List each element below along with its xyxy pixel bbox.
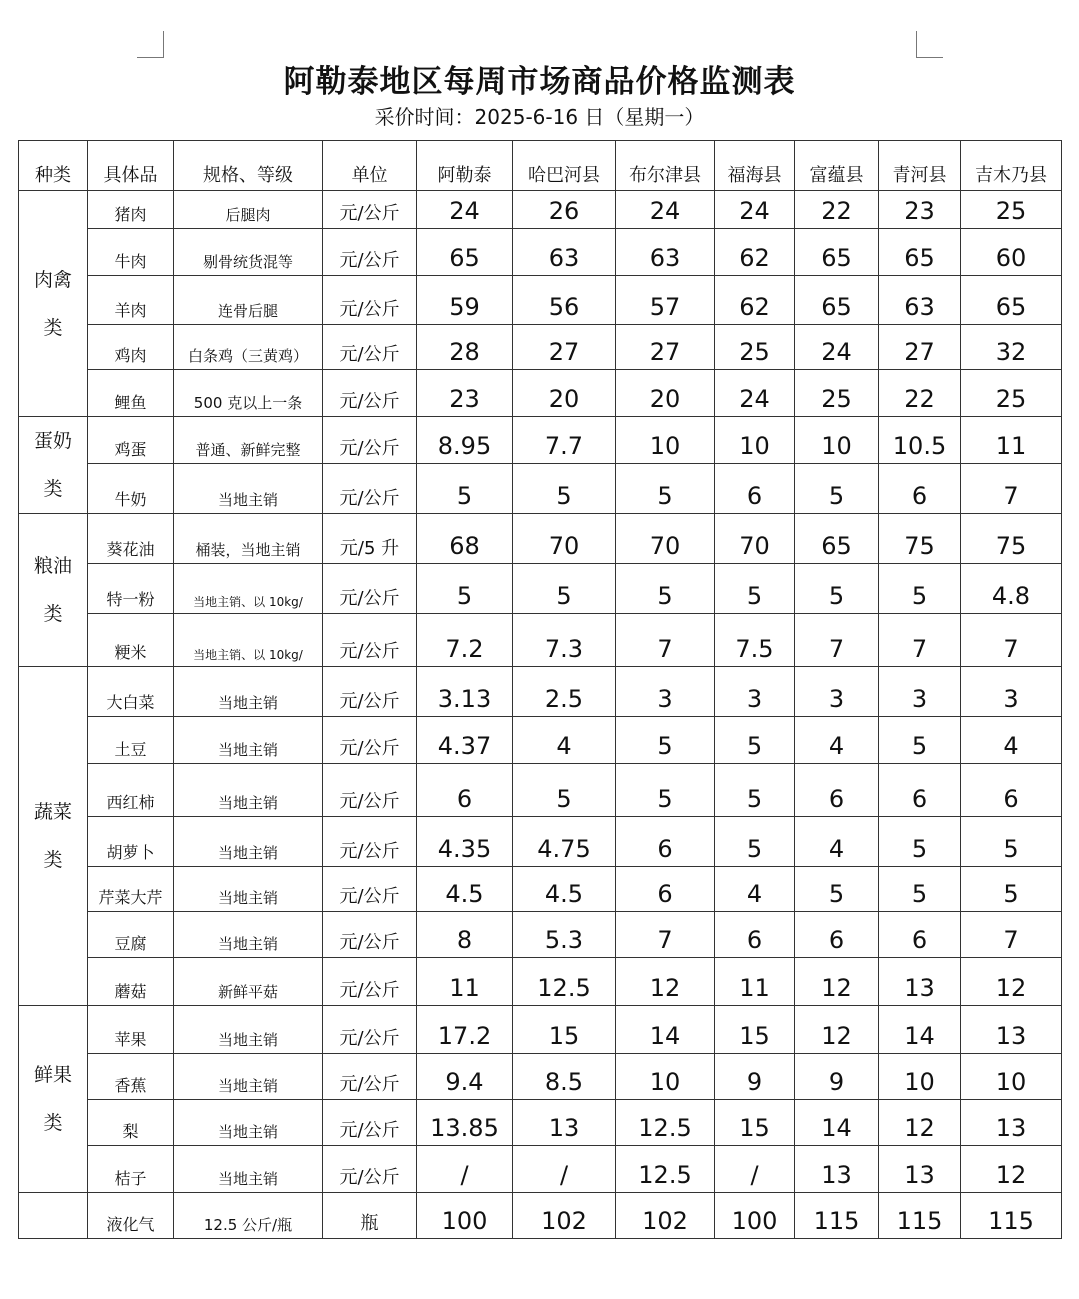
price-cell: 23	[879, 191, 961, 229]
price-cell: 3	[879, 667, 961, 717]
price-cell: 7	[961, 912, 1062, 958]
header-cell: 种类	[19, 141, 88, 191]
page-corner-mark-left	[137, 31, 164, 58]
price-cell: 75	[961, 514, 1062, 564]
header-cell: 哈巴河县	[513, 141, 616, 191]
unit-cell: 元/公斤	[323, 229, 417, 276]
spec-cell: 当地主销、以 10kg/	[174, 564, 323, 614]
spec-cell: 当地主销	[174, 817, 323, 867]
price-cell: 6	[879, 463, 961, 513]
price-cell: 3	[795, 667, 879, 717]
spec-cell: 当地主销	[174, 667, 323, 717]
price-cell: 14	[795, 1100, 879, 1146]
price-cell: 5	[879, 817, 961, 867]
item-name-cell: 西红柿	[88, 764, 174, 817]
price-cell: 12	[795, 958, 879, 1006]
price-cell: 14	[616, 1006, 715, 1054]
price-cell: 6	[715, 912, 795, 958]
table-row	[19, 614, 1062, 667]
price-cell: 7.2	[417, 614, 513, 667]
header-cell: 具体品	[88, 141, 174, 191]
price-cell: 15	[513, 1006, 616, 1054]
price-cell: 6	[616, 817, 715, 867]
unit-cell: 瓶	[323, 1193, 417, 1239]
price-cell: 27	[879, 325, 961, 370]
price-cell: 12	[616, 958, 715, 1006]
price-cell: 5	[616, 463, 715, 513]
price-cell: 5	[513, 764, 616, 817]
price-cell: 9.4	[417, 1054, 513, 1100]
category-cell: 肉禽 类	[19, 191, 88, 417]
table-body	[19, 191, 1062, 1239]
unit-cell: 元/公斤	[323, 1100, 417, 1146]
price-cell: 8.95	[417, 417, 513, 464]
price-cell: 70	[715, 514, 795, 564]
unit-cell: 元/公斤	[323, 370, 417, 417]
price-cell: 24	[795, 325, 879, 370]
table-row	[19, 958, 1062, 1006]
unit-cell: 元/公斤	[323, 417, 417, 464]
item-name-cell: 桔子	[88, 1146, 174, 1193]
price-cell: 11	[961, 417, 1062, 464]
price-cell: /	[715, 1146, 795, 1193]
table-row	[19, 667, 1062, 717]
spec-cell: 普通、新鲜完整	[174, 417, 323, 464]
table-row	[19, 370, 1062, 417]
price-cell: 7.7	[513, 417, 616, 464]
price-cell: 24	[715, 191, 795, 229]
price-cell: 102	[616, 1193, 715, 1239]
unit-cell: 元/公斤	[323, 1146, 417, 1193]
price-cell: 62	[715, 276, 795, 325]
price-cell: 11	[715, 958, 795, 1006]
price-cell: 8	[417, 912, 513, 958]
price-cell: 6	[616, 867, 715, 912]
price-cell: 5	[715, 717, 795, 764]
unit-cell: 元/公斤	[323, 958, 417, 1006]
price-cell: 13.85	[417, 1100, 513, 1146]
spec-cell: 当地主销	[174, 1054, 323, 1100]
header-cell: 布尔津县	[616, 141, 715, 191]
price-cell: 15	[715, 1006, 795, 1054]
table-row	[19, 514, 1062, 564]
spec-cell: 当地主销	[174, 1006, 323, 1054]
price-cell: 5	[879, 867, 961, 912]
table-row	[19, 1006, 1062, 1054]
price-cell: 4.5	[513, 867, 616, 912]
item-name-cell: 香蕉	[88, 1054, 174, 1100]
spec-cell: 当地主销、以 10kg/	[174, 614, 323, 667]
price-cell: /	[417, 1146, 513, 1193]
price-cell: 4	[513, 717, 616, 764]
item-name-cell: 胡萝卜	[88, 817, 174, 867]
unit-cell: 元/公斤	[323, 325, 417, 370]
spec-cell: 新鲜平菇	[174, 958, 323, 1006]
price-cell: 5	[616, 717, 715, 764]
price-cell: 4.35	[417, 817, 513, 867]
price-cell: 5	[961, 817, 1062, 867]
price-cell: 10	[795, 417, 879, 464]
price-cell: 13	[961, 1006, 1062, 1054]
price-cell: 6	[879, 912, 961, 958]
unit-cell: 元/5 升	[323, 514, 417, 564]
price-cell: 11	[417, 958, 513, 1006]
price-cell: 9	[795, 1054, 879, 1100]
unit-cell: 元/公斤	[323, 276, 417, 325]
price-cell: 4	[715, 867, 795, 912]
item-name-cell: 梨	[88, 1100, 174, 1146]
table-row	[19, 717, 1062, 764]
unit-cell: 元/公斤	[323, 717, 417, 764]
price-cell: 6	[715, 463, 795, 513]
table-row	[19, 229, 1062, 276]
price-cell: 5	[417, 463, 513, 513]
price-cell: 63	[879, 276, 961, 325]
price-cell: 5.3	[513, 912, 616, 958]
price-cell: 65	[417, 229, 513, 276]
price-cell: 10.5	[879, 417, 961, 464]
price-cell: /	[513, 1146, 616, 1193]
price-cell: 65	[795, 276, 879, 325]
price-cell: 3.13	[417, 667, 513, 717]
price-table	[18, 140, 1062, 1239]
price-cell: 65	[961, 276, 1062, 325]
price-cell: 8.5	[513, 1054, 616, 1100]
unit-cell: 元/公斤	[323, 1006, 417, 1054]
price-cell: 26	[513, 191, 616, 229]
price-cell: 7	[879, 614, 961, 667]
price-cell: 4.37	[417, 717, 513, 764]
unit-cell: 元/公斤	[323, 1054, 417, 1100]
price-cell: 10	[616, 417, 715, 464]
spec-cell: 当地主销	[174, 463, 323, 513]
table-header-row	[19, 141, 1062, 191]
price-cell: 6	[879, 764, 961, 817]
price-cell: 5	[513, 463, 616, 513]
table-row	[19, 1100, 1062, 1146]
price-cell: 5	[879, 564, 961, 614]
item-name-cell: 鸡肉	[88, 325, 174, 370]
spec-cell: 当地主销	[174, 764, 323, 817]
price-cell: 2.5	[513, 667, 616, 717]
price-cell: 7.3	[513, 614, 616, 667]
price-cell: 3	[961, 667, 1062, 717]
table-row	[19, 1146, 1062, 1193]
header-cell: 福海县	[715, 141, 795, 191]
header-cell: 阿勒泰	[417, 141, 513, 191]
header-cell: 青河县	[879, 141, 961, 191]
price-cell: 7	[961, 614, 1062, 667]
table-row	[19, 276, 1062, 325]
price-cell: 13	[879, 958, 961, 1006]
price-cell: 7	[795, 614, 879, 667]
price-cell: 4.5	[417, 867, 513, 912]
price-cell: 5	[795, 867, 879, 912]
price-cell: 32	[961, 325, 1062, 370]
price-cell: 70	[616, 514, 715, 564]
table-row	[19, 764, 1062, 817]
price-cell: 24	[417, 191, 513, 229]
price-cell: 115	[961, 1193, 1062, 1239]
price-cell: 12	[795, 1006, 879, 1054]
header-cell: 吉木乃县	[961, 141, 1062, 191]
price-cell: 59	[417, 276, 513, 325]
price-cell: 12	[961, 958, 1062, 1006]
price-cell: 75	[879, 514, 961, 564]
table-row	[19, 912, 1062, 958]
table-row	[19, 463, 1062, 513]
price-cell: 22	[795, 191, 879, 229]
table-row	[19, 867, 1062, 912]
price-cell: 5	[417, 564, 513, 614]
spec-cell: 当地主销	[174, 717, 323, 764]
page-corner-mark-right	[916, 31, 943, 58]
table-row	[19, 817, 1062, 867]
item-name-cell: 苹果	[88, 1006, 174, 1054]
category-cell: 鲜果 类	[19, 1006, 88, 1193]
price-cell: 10	[961, 1054, 1062, 1100]
price-cell: 115	[795, 1193, 879, 1239]
price-cell: 20	[513, 370, 616, 417]
spec-cell: 连骨后腿	[174, 276, 323, 325]
item-name-cell: 特一粉	[88, 564, 174, 614]
unit-cell: 元/公斤	[323, 191, 417, 229]
price-cell: 102	[513, 1193, 616, 1239]
item-name-cell: 葵花油	[88, 514, 174, 564]
price-cell: 14	[879, 1006, 961, 1054]
spec-cell: 后腿肉	[174, 191, 323, 229]
price-cell: 100	[417, 1193, 513, 1239]
header-cell: 规格、等级	[174, 141, 323, 191]
price-cell: 5	[715, 564, 795, 614]
price-cell: 7	[616, 912, 715, 958]
spec-cell: 当地主销	[174, 1100, 323, 1146]
page-subtitle: 采价时间：2025-6-16 日（星期一）	[374, 105, 705, 129]
item-name-cell: 牛奶	[88, 463, 174, 513]
price-cell: 23	[417, 370, 513, 417]
price-cell: 7	[961, 463, 1062, 513]
item-name-cell: 豆腐	[88, 912, 174, 958]
price-cell: 24	[616, 191, 715, 229]
price-cell: 100	[715, 1193, 795, 1239]
price-cell: 25	[795, 370, 879, 417]
price-cell: 13	[961, 1100, 1062, 1146]
price-cell: 6	[417, 764, 513, 817]
item-name-cell: 猪肉	[88, 191, 174, 229]
price-cell: 10	[616, 1054, 715, 1100]
unit-cell: 元/公斤	[323, 867, 417, 912]
unit-cell: 元/公斤	[323, 912, 417, 958]
price-cell: 4.75	[513, 817, 616, 867]
spec-cell: 白条鸡（三黄鸡）	[174, 325, 323, 370]
price-cell: 5	[795, 463, 879, 513]
price-cell: 28	[417, 325, 513, 370]
price-cell: 70	[513, 514, 616, 564]
price-cell: 6	[961, 764, 1062, 817]
price-cell: 12.5	[616, 1100, 715, 1146]
price-cell: 9	[715, 1054, 795, 1100]
price-cell: 3	[616, 667, 715, 717]
page-title: 阿勒泰地区每周市场商品价格监测表	[283, 64, 796, 100]
item-name-cell: 鸡蛋	[88, 417, 174, 464]
price-cell: 25	[715, 325, 795, 370]
item-name-cell: 粳米	[88, 614, 174, 667]
price-cell: 5	[715, 764, 795, 817]
price-cell: 13	[879, 1146, 961, 1193]
price-cell: 56	[513, 276, 616, 325]
price-cell: 65	[795, 514, 879, 564]
header-cell: 富蕴县	[795, 141, 879, 191]
price-cell: 13	[513, 1100, 616, 1146]
price-cell: 22	[879, 370, 961, 417]
price-cell: 5	[961, 867, 1062, 912]
price-cell: 4	[961, 717, 1062, 764]
price-cell: 7	[616, 614, 715, 667]
unit-cell: 元/公斤	[323, 764, 417, 817]
price-cell: 60	[961, 229, 1062, 276]
price-cell: 10	[715, 417, 795, 464]
spec-cell: 500 克以上一条	[174, 370, 323, 417]
item-name-cell: 土豆	[88, 717, 174, 764]
spec-cell: 当地主销	[174, 867, 323, 912]
spec-cell: 当地主销	[174, 912, 323, 958]
price-cell: 6	[795, 912, 879, 958]
price-cell: 5	[616, 764, 715, 817]
price-cell: 12.5	[513, 958, 616, 1006]
spec-cell: 剔骨统货混等	[174, 229, 323, 276]
header-cell: 单位	[323, 141, 417, 191]
price-cell: 25	[961, 370, 1062, 417]
price-cell: 12	[961, 1146, 1062, 1193]
price-cell: 115	[879, 1193, 961, 1239]
unit-cell: 元/公斤	[323, 614, 417, 667]
price-cell: 57	[616, 276, 715, 325]
spec-cell: 桶装，当地主销	[174, 514, 323, 564]
price-cell: 4	[795, 817, 879, 867]
table-row	[19, 325, 1062, 370]
price-cell: 12.5	[616, 1146, 715, 1193]
table-row	[19, 1054, 1062, 1100]
price-cell: 62	[715, 229, 795, 276]
price-cell: 15	[715, 1100, 795, 1146]
item-name-cell: 蘑菇	[88, 958, 174, 1006]
category-cell	[19, 1193, 88, 1239]
price-cell: 20	[616, 370, 715, 417]
price-cell: 27	[513, 325, 616, 370]
category-cell: 蛋奶 类	[19, 417, 88, 514]
spec-cell: 12.5 公斤/瓶	[174, 1193, 323, 1239]
price-cell: 5	[795, 564, 879, 614]
price-cell: 5	[513, 564, 616, 614]
price-cell: 4.8	[961, 564, 1062, 614]
item-name-cell: 牛肉	[88, 229, 174, 276]
price-cell: 12	[879, 1100, 961, 1146]
table-row	[19, 1193, 1062, 1239]
price-cell: 10	[879, 1054, 961, 1100]
price-cell: 63	[513, 229, 616, 276]
price-cell: 6	[795, 764, 879, 817]
price-cell: 17.2	[417, 1006, 513, 1054]
unit-cell: 元/公斤	[323, 463, 417, 513]
table-row	[19, 191, 1062, 229]
price-cell: 3	[715, 667, 795, 717]
price-cell: 25	[961, 191, 1062, 229]
item-name-cell: 大白菜	[88, 667, 174, 717]
unit-cell: 元/公斤	[323, 564, 417, 614]
spec-cell: 当地主销	[174, 1146, 323, 1193]
price-cell: 27	[616, 325, 715, 370]
price-cell: 13	[795, 1146, 879, 1193]
category-cell: 粮油 类	[19, 514, 88, 667]
item-name-cell: 羊肉	[88, 276, 174, 325]
price-cell: 7.5	[715, 614, 795, 667]
price-cell: 24	[715, 370, 795, 417]
unit-cell: 元/公斤	[323, 817, 417, 867]
category-cell: 蔬菜 类	[19, 667, 88, 1006]
item-name-cell: 鲤鱼	[88, 370, 174, 417]
table-row	[19, 564, 1062, 614]
price-cell: 5	[879, 717, 961, 764]
table-row	[19, 417, 1062, 464]
price-cell: 63	[616, 229, 715, 276]
price-cell: 4	[795, 717, 879, 764]
item-name-cell: 液化气	[88, 1193, 174, 1239]
price-cell: 68	[417, 514, 513, 564]
price-cell: 5	[715, 817, 795, 867]
price-cell: 5	[616, 564, 715, 614]
price-cell: 65	[795, 229, 879, 276]
unit-cell: 元/公斤	[323, 667, 417, 717]
price-cell: 65	[879, 229, 961, 276]
item-name-cell: 芹菜大芹	[88, 867, 174, 912]
